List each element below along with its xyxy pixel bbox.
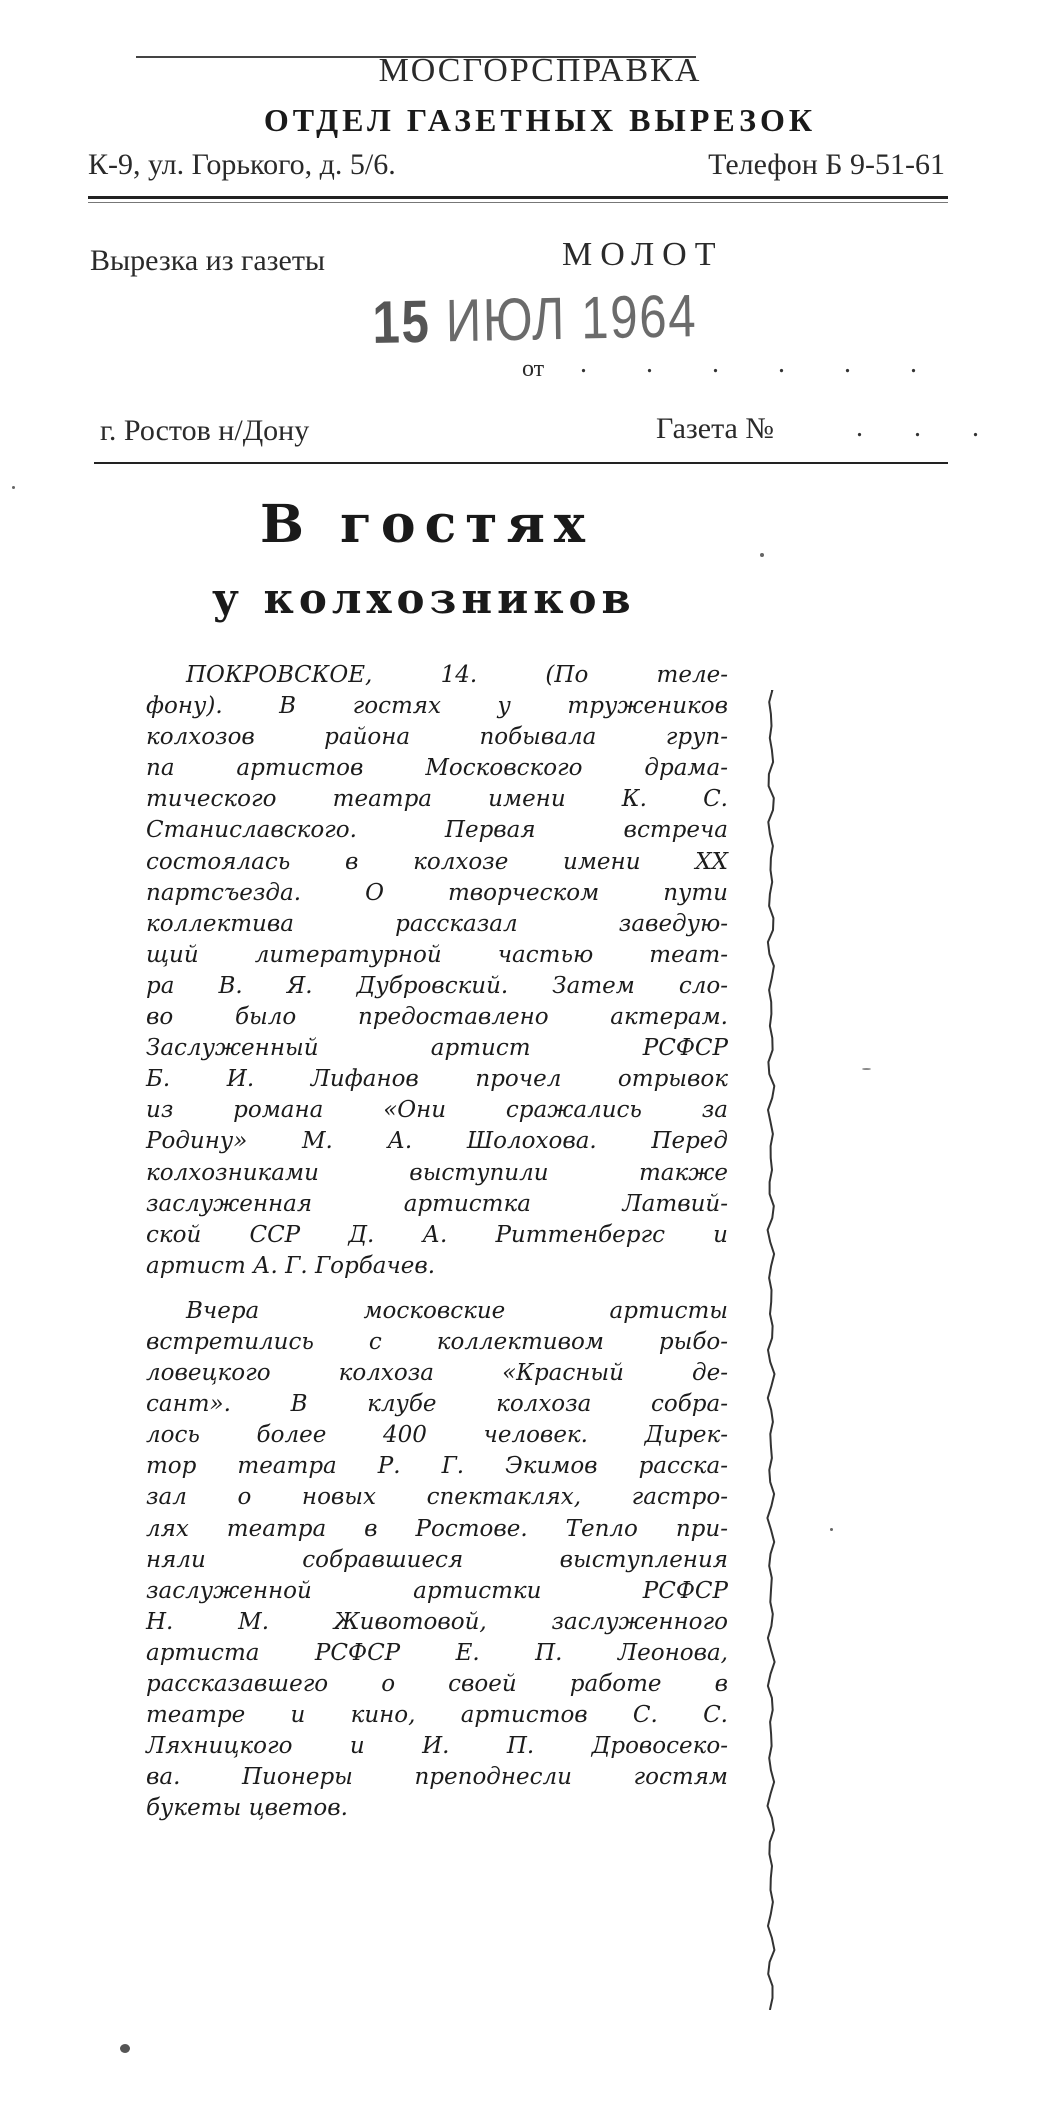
article-line: няли собравшиеся выступления <box>146 1546 728 1573</box>
article-line: сант». В клубе колхоза собра- <box>146 1391 728 1418</box>
article-line: Б. И. Лифанов прочел отрывок <box>146 1066 728 1093</box>
paper-speck <box>12 486 15 489</box>
department-name: ОТДЕЛ ГАЗЕТНЫХ ВЫРЕЗОК <box>263 102 817 138</box>
article-line: заслуженная артистка Латвий- <box>146 1190 728 1217</box>
issue-dots: . . . <box>856 412 1001 443</box>
cut-edge <box>764 690 778 2010</box>
article-line: зал о новых спектаклях, гастро- <box>146 1484 728 1511</box>
article-body <box>146 660 728 1824</box>
agency-name: МОСГОРСПРАВКА <box>378 52 702 89</box>
article-title-line1: В гостях <box>260 494 594 555</box>
article-line: артист А. Г. Горбачев. <box>146 1252 436 1279</box>
article-line: во было предоставлено актерам. <box>146 1004 728 1031</box>
clipping-from-label: Вырезка из газеты <box>90 244 326 277</box>
article-line: коллектива рассказал заведую- <box>146 910 728 937</box>
article-line: тического театра имени К. С. <box>146 786 728 813</box>
article-title-line2: у колхозников <box>212 574 636 623</box>
article-line: лях театра в Ростове. Тепло при- <box>146 1515 728 1542</box>
article-line: ловецкого колхоза «Красный де- <box>146 1360 728 1387</box>
article-line: па артистов Московского драма- <box>146 755 728 782</box>
article-line: театре и кино, артистов С. С. <box>146 1702 728 1729</box>
article-line: встретились с коллективом рыбо- <box>146 1328 728 1355</box>
article-line: Н. М. Животовой, заслуженного <box>146 1608 728 1635</box>
article-line: Вчера московские артисты <box>186 1297 728 1324</box>
article-line: артиста РСФСР Е. П. Леонова, <box>146 1639 728 1666</box>
header-divider-thin <box>88 202 948 203</box>
article-line: заслуженной артистки РСФСР <box>146 1577 728 1604</box>
article-line: ра В. Я. Дубровский. Затем сло- <box>146 972 728 999</box>
city-label: г. Ростов н/Дону <box>100 414 310 447</box>
article-line: Станиславского. Первая встреча <box>146 817 728 844</box>
article-line: ской ССР Д. А. Риттенбергс и <box>146 1221 728 1248</box>
date-stamp-month-year: ИЮЛ 1964 <box>445 282 698 355</box>
article-line: колхозниками выступили также <box>146 1159 728 1186</box>
article-line: лось более 400 человек. Дирек- <box>146 1422 728 1449</box>
article-line: тор театра Р. Г. Экимов расска- <box>146 1453 728 1480</box>
paper-speck <box>760 553 764 557</box>
article-line: ПОКРОВСКОЕ, 14. (По теле- <box>186 662 728 688</box>
clipping-divider <box>94 462 948 464</box>
article-line: Заслуженный артист РСФСР <box>146 1035 728 1062</box>
article-line: Родину» М. А. Шолохова. Перед <box>146 1128 728 1155</box>
article-line: ва. Пионеры преподнесли гостям <box>146 1764 728 1791</box>
article-line: щий литературной частью теат- <box>146 941 728 968</box>
article-paragraph-1 <box>146 660 728 1282</box>
date-label: от <box>522 356 545 382</box>
paper-speck <box>120 2044 130 2053</box>
date-stamp <box>372 281 698 357</box>
article-line: фону). В гостях у тружеников <box>146 693 728 720</box>
issue-label: Газета № <box>656 412 774 445</box>
date-stamp-day: 15 <box>372 287 431 356</box>
article-line: рассказавшего о своей работе в <box>146 1671 728 1697</box>
article-line: колхозов района побывала груп- <box>146 724 728 751</box>
article-line: из романа «Они сражались за <box>146 1097 728 1124</box>
paper-speck <box>830 1528 833 1531</box>
paper-speck <box>862 1068 871 1070</box>
agency-address: К-9, ул. Горького, д. 5/6. <box>88 148 396 181</box>
article-line: букеты цветов. <box>146 1795 348 1822</box>
newspaper-name: МОЛОТ <box>562 236 724 273</box>
article-line: Ляхницкого и И. П. Дровосеко- <box>146 1733 728 1760</box>
article-line: партсъезда. О творческом пути <box>146 879 728 906</box>
article-paragraph-2 <box>146 1296 728 1825</box>
article-line: состоялась в колхозе имени XX <box>146 848 728 875</box>
date-dots: . . . . . . <box>580 348 943 379</box>
header-divider <box>88 196 948 199</box>
agency-phone: Телефон Б 9-51-61 <box>708 148 945 181</box>
